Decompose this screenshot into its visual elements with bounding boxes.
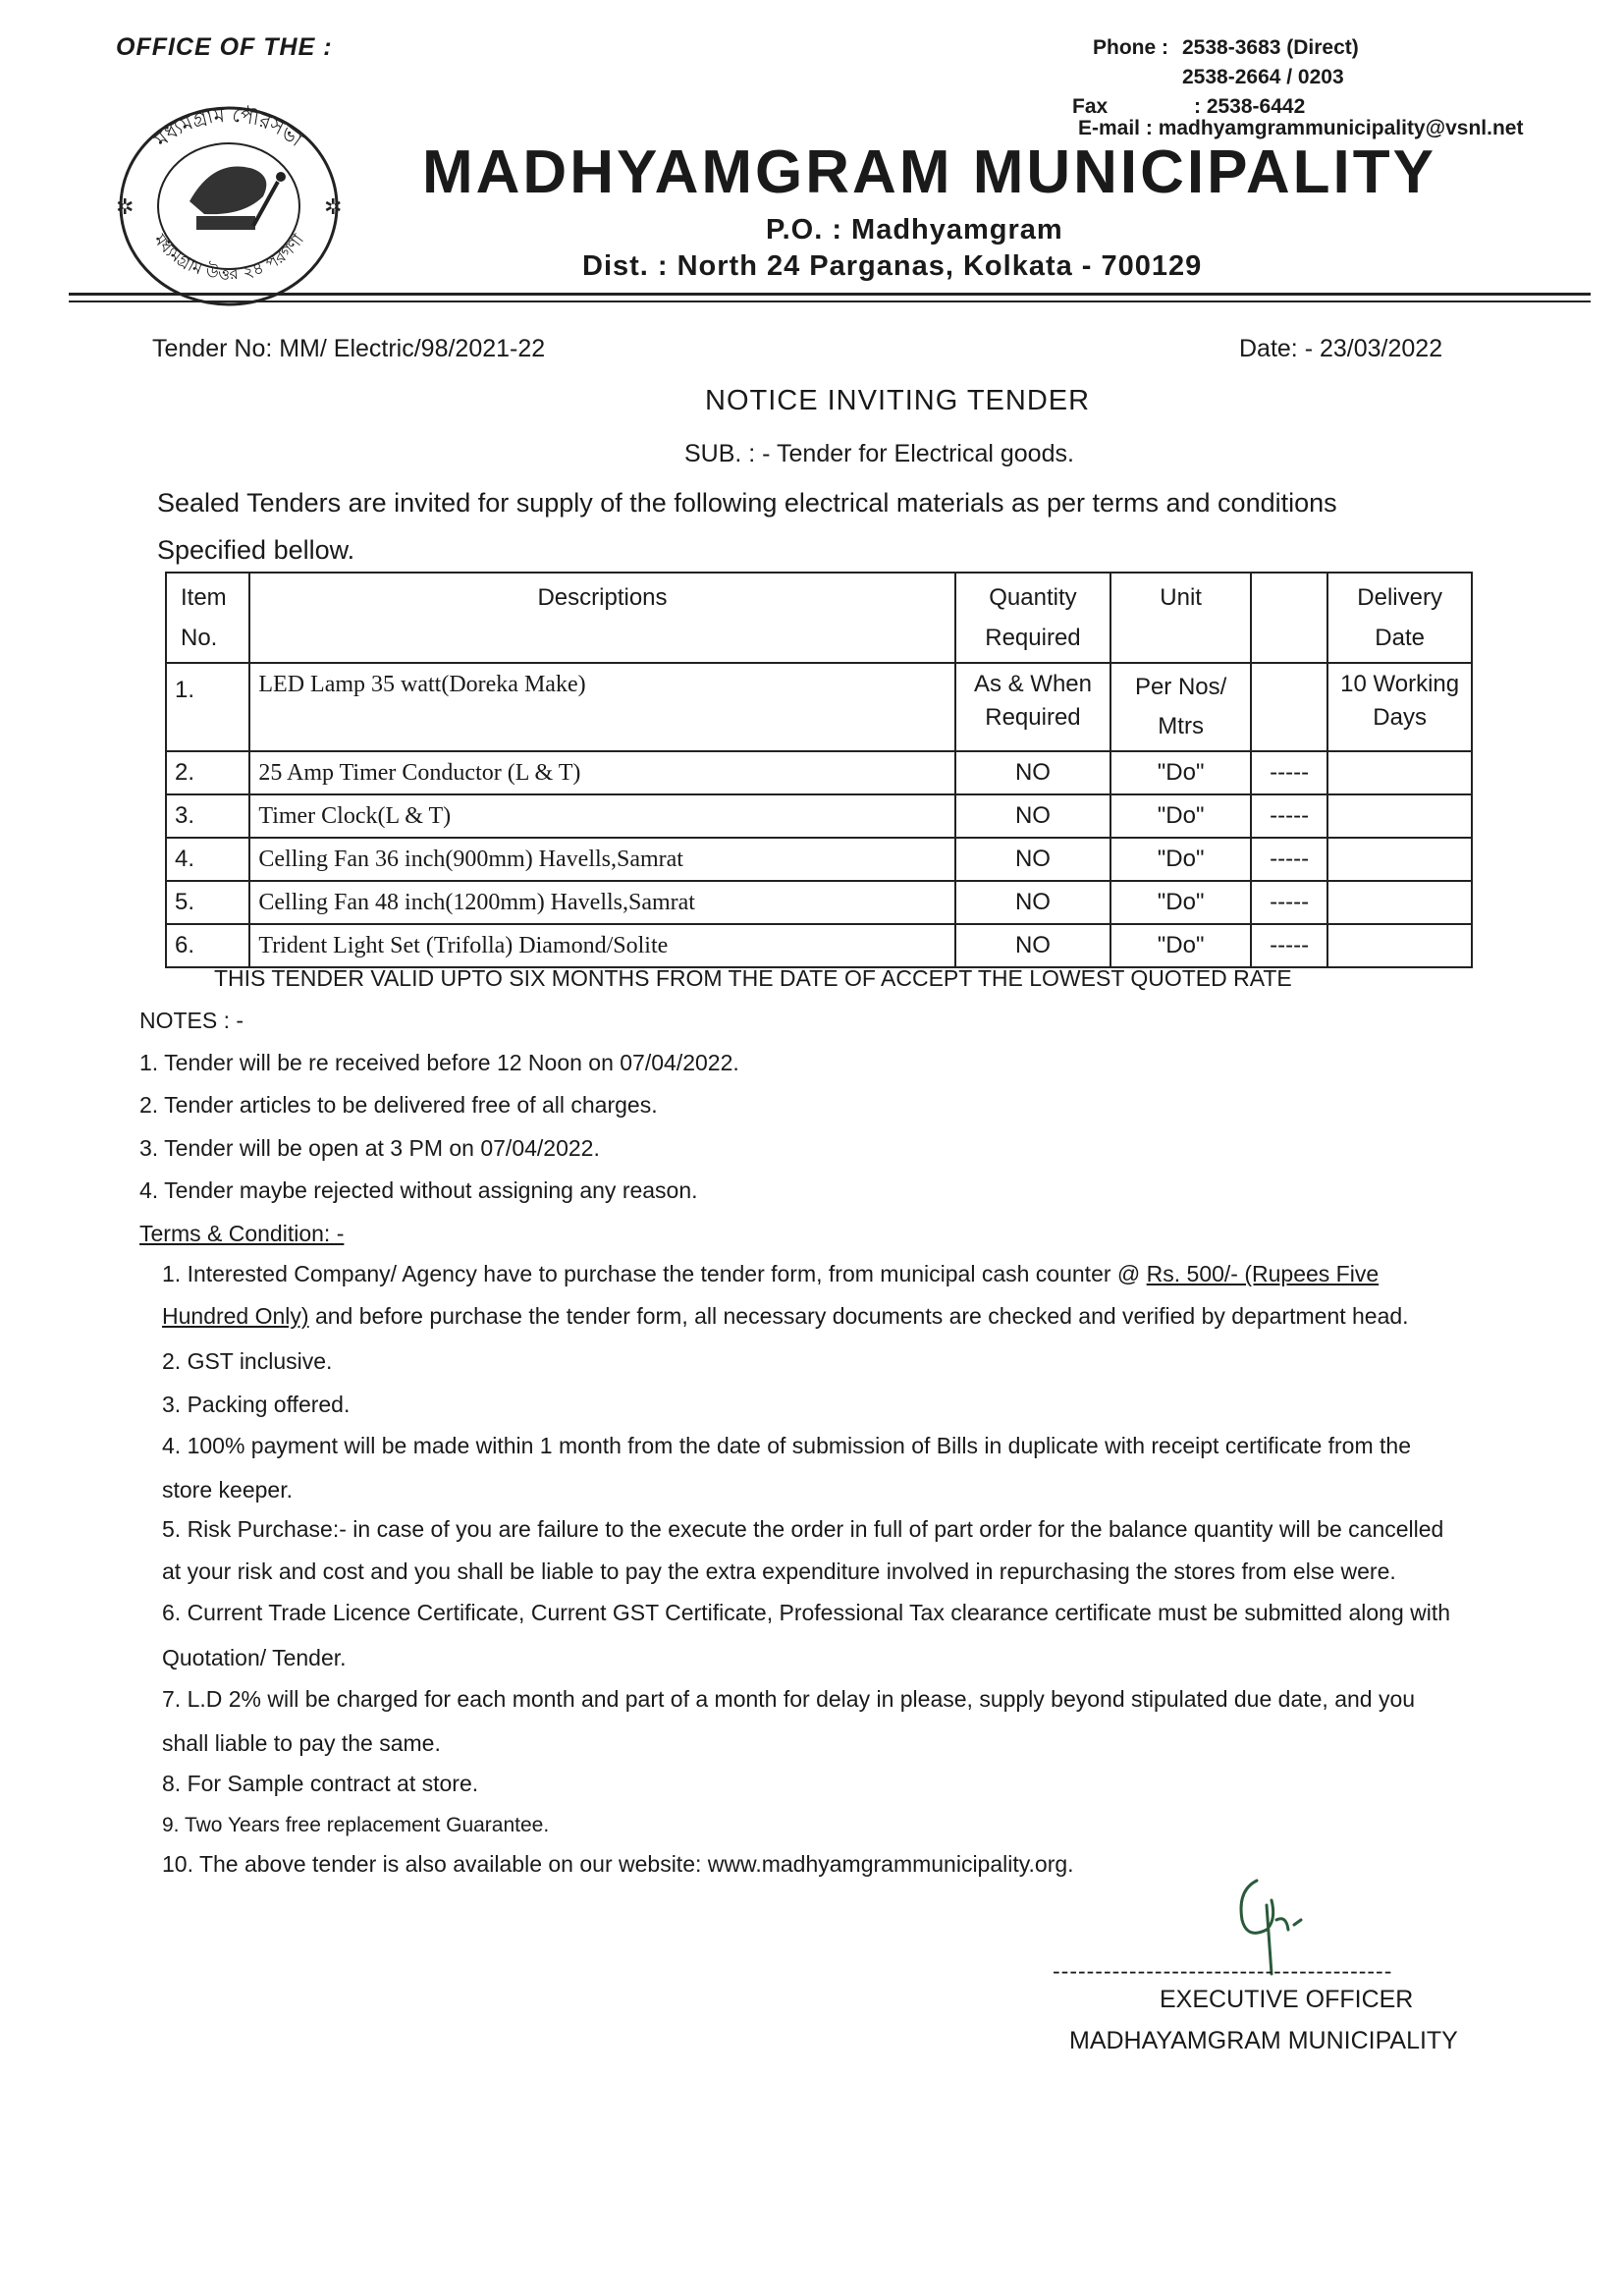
item-delivery (1327, 794, 1472, 838)
item-no: 3. (166, 794, 249, 838)
phone-number-1: 2538-3683 (Direct) (1182, 36, 1359, 59)
item-blank: ----- (1251, 881, 1327, 924)
office-label: OFFICE OF THE : (116, 33, 333, 61)
header-unit: Unit (1110, 573, 1251, 663)
email-label: E-mail : (1078, 117, 1153, 139)
table-row (166, 751, 1472, 794)
header-divider-thin (69, 301, 1591, 302)
item-quantity: As & When Required (955, 663, 1111, 751)
note-item: 4. Tender maybe rejected without assigning any reason. (139, 1177, 698, 1203)
term-text: and before purchase the tender form, all necessary documents are checked and verified by department head. (308, 1303, 1409, 1329)
svg-text:মধ্যমগ্রাম পৌরসভা (149, 102, 309, 151)
header-quantity: Quantity Required (955, 573, 1111, 663)
table-row (166, 924, 1472, 967)
term-fee: Rs. 500/- (Rupees Five (1146, 1261, 1380, 1286)
fax-label: Fax (1072, 95, 1109, 118)
phone-row (1060, 33, 1359, 63)
term-fee-cont: Hundred Only) (162, 1303, 309, 1329)
municipality-seal-icon (106, 98, 352, 314)
term-item: 6. Current Trade Licence Certificate, Current GST Certificate, Professional Tax clearance certificate must be submitted along with (162, 1600, 1451, 1625)
table-row (166, 663, 1472, 751)
tender-subject: SUB. : - Tender for Electrical goods. (684, 440, 1074, 467)
term-item: 10. The above tender is also available on our website: www.madhyamgrammunicipality.org. (162, 1851, 1074, 1877)
item-no: 5. (166, 881, 249, 924)
item-description: Celling Fan 48 inch(1200mm) Havells,Samrat (249, 881, 954, 924)
terms-heading: Terms & Condition: - (139, 1221, 345, 1246)
signature-line: ---------------------------------------- (1053, 1958, 1393, 1984)
items-table (165, 572, 1473, 968)
organization-name: MADHYAMGRAM MUNICIPALITY (422, 138, 1436, 206)
notice-title: NOTICE INVITING TENDER (705, 385, 1091, 416)
note-item: 3. Tender will be open at 3 PM on 07/04/2022. (139, 1135, 600, 1161)
table-row (166, 794, 1472, 838)
intro-text-line-1: Sealed Tenders are invited for supply of the following electrical materials as per terms and conditions (157, 488, 1337, 518)
item-delivery (1327, 751, 1472, 794)
email-address: madhyamgrammunicipality@vsnl.net (1158, 117, 1524, 139)
signatory-role: EXECUTIVE OFFICER (1160, 1986, 1414, 2013)
item-quantity: NO (955, 838, 1111, 881)
post-office: P.O. : Madhyamgram (766, 214, 1063, 246)
item-delivery (1327, 881, 1472, 924)
item-blank: ----- (1251, 751, 1327, 794)
item-no: 4. (166, 838, 249, 881)
item-no: 2. (166, 751, 249, 794)
validity-statement: THIS TENDER VALID UPTO SIX MONTHS FROM THE DATE OF ACCEPT THE LOWEST QUOTED RATE (214, 965, 1292, 991)
note-item: 1. Tender will be re received before 12 Noon on 07/04/2022. (139, 1050, 739, 1075)
term-text: 1. Interested Company/ Agency have to purchase the tender form, from municipal cash counter @ (162, 1261, 1147, 1286)
term-item: 3. Packing offered. (162, 1392, 351, 1417)
table-row (166, 838, 1472, 881)
item-blank: ----- (1251, 838, 1327, 881)
item-unit: "Do" (1110, 751, 1251, 794)
phone-number-2: 2538-2664 / 0203 (1182, 66, 1344, 88)
item-description: Trident Light Set (Trifolla) Diamond/Solite (249, 924, 954, 967)
fax-number: : 2538-6442 (1194, 95, 1306, 118)
seal-text-bottom: মধ্যমগ্রাম উত্তর ২৪ পরগণা (149, 230, 308, 285)
item-quantity: NO (955, 881, 1111, 924)
term-item: 8. For Sample contract at store. (162, 1771, 479, 1796)
tender-date: Date: - 23/03/2022 (1239, 335, 1443, 362)
item-blank: ----- (1251, 794, 1327, 838)
note-item: 2. Tender articles to be delivered free of all charges. (139, 1092, 658, 1118)
table-header-row (166, 573, 1472, 663)
item-delivery (1327, 838, 1472, 881)
term-item-continued: shall liable to pay the same. (162, 1730, 441, 1756)
term-item-continued: Quotation/ Tender. (162, 1645, 347, 1670)
header-blank (1251, 573, 1327, 663)
term-item: 4. 100% payment will be made within 1 month from the date of submission of Bills in duplicate with receipt certificate from the (162, 1433, 1411, 1458)
item-description: Timer Clock(L & T) (249, 794, 954, 838)
term-item: 2. GST inclusive. (162, 1348, 333, 1374)
svg-text:✲: ✲ (324, 195, 343, 220)
term-item (162, 1259, 1379, 1288)
item-unit: Per Nos/ Mtrs (1110, 663, 1251, 751)
term-item: 9. Two Years free replacement Guarantee. (162, 1814, 550, 1836)
item-blank: ----- (1251, 924, 1327, 967)
phone-row-2 (1060, 63, 1359, 92)
term-item-continued: at your risk and cost and you shall be liable to pay the extra expenditure involved in repurchasing the stores from else were. (162, 1558, 1396, 1584)
svg-text:মধ্যমগ্রাম উত্তর ২৪ পরগণা (149, 230, 309, 285)
term-item-continued (162, 1301, 1409, 1331)
item-description: 25 Amp Timer Conductor (L & T) (249, 751, 954, 794)
term-item: 5. Risk Purchase:- in case of you are failure to the execute the order in full of part order for the balance quantity will be cancelled (162, 1516, 1444, 1542)
item-description: LED Lamp 35 watt(Doreka Make) (249, 663, 954, 751)
header-divider (69, 293, 1591, 296)
tender-number: Tender No: MM/ Electric/98/2021-22 (152, 335, 546, 362)
term-item: 7. L.D 2% will be charged for each month and part of a month for delay in please, supply beyond stipulated due date, and you (162, 1686, 1416, 1712)
item-delivery: 10 Working Days (1327, 663, 1472, 751)
item-quantity: NO (955, 924, 1111, 967)
header-descriptions: Descriptions (249, 573, 954, 663)
seal-text-top: মধ্যমগ্রাম পৌরসভা (149, 102, 308, 152)
term-item-continued: store keeper. (162, 1477, 293, 1503)
item-unit: "Do" (1110, 881, 1251, 924)
item-quantity: NO (955, 751, 1111, 794)
item-blank (1251, 663, 1327, 751)
table-row (166, 881, 1472, 924)
item-delivery (1327, 924, 1472, 967)
district-address: Dist. : North 24 Parganas, Kolkata - 700129 (582, 250, 1203, 282)
svg-text:✲: ✲ (116, 195, 135, 220)
phone-label: Phone : (1093, 36, 1168, 59)
item-no: 1. (166, 663, 249, 751)
item-unit: "Do" (1110, 924, 1251, 967)
header-item-no: Item No. (166, 573, 249, 663)
intro-text-line-2: Specified bellow. (157, 535, 355, 565)
header-delivery-date: Delivery Date (1327, 573, 1472, 663)
item-quantity: NO (955, 794, 1111, 838)
item-unit: "Do" (1110, 838, 1251, 881)
signatory-organization: MADHAYAMGRAM MUNICIPALITY (1069, 2027, 1458, 2054)
notes-heading: NOTES : - (139, 1008, 244, 1033)
contact-block (1060, 33, 1359, 122)
item-no: 6. (166, 924, 249, 967)
item-description: Celling Fan 36 inch(900mm) Havells,Samrat (249, 838, 954, 881)
item-unit: "Do" (1110, 794, 1251, 838)
